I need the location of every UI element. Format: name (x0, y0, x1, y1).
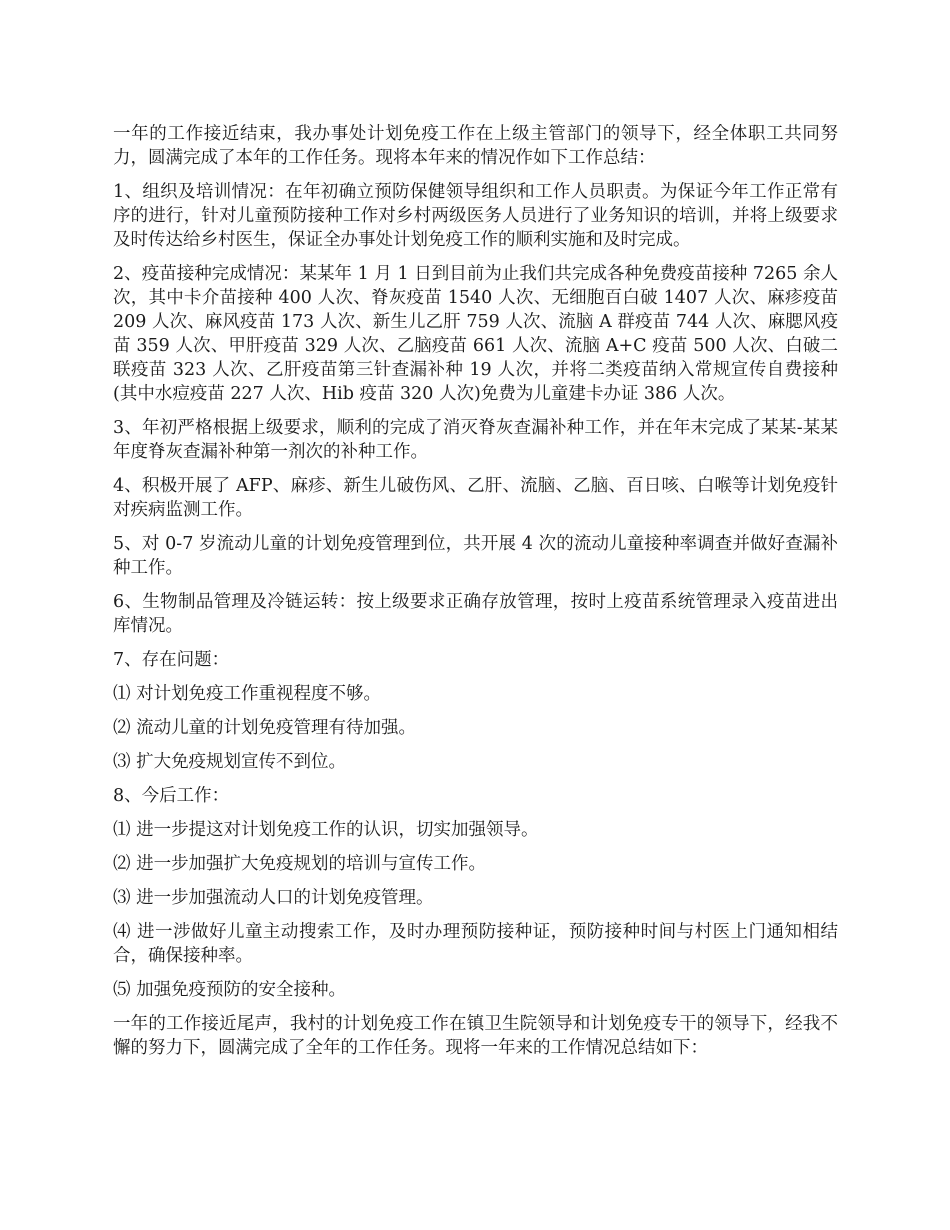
section-7-heading: 7、存在问题： (113, 650, 230, 670)
section-8-heading: 8、今后工作： (113, 786, 230, 806)
future-item-5: ⑸ 加强免疫预防的安全接种。 (113, 980, 347, 1000)
future-item-2: ⑵ 进一步加强扩大免疫规划的培训与宣传工作。 (113, 854, 487, 874)
future-item-1: ⑴ 进一步提这对计划免疫工作的认识，切实加强领导。 (113, 820, 539, 840)
intro-paragraph: 一年的工作接近结束，我办事处计划免疫工作在上级主管部门的领导下，经全体职工共同努力，圆满完成了本年的工作任务。现将本年来的情况作如下工作总结： (113, 124, 838, 168)
section-3-polio-catch-up: 3、年初严格根据上级要求，顺利的完成了消灭脊灰查漏补种工作，并在年末完成了某某-某某年度脊灰查漏补种第一剂次的补种工作。 (113, 418, 838, 462)
section-2-vaccination-completion: 2、疫苗接种完成情况：某某年 1 月 1 日到目前为止我们共完成各种免费疫苗接种 7265 余人次，其中卡介苗接种 400 人次、脊灰疫苗 1540 人次、无细胞百白破 1407 人次、麻疹疫苗 209 人次、麻风疫苗 173 人次、新生儿乙肝 759 人次、流脑 A 群疫苗 744 人次、麻腮风疫苗 359 人次、甲肝疫苗 329 人次、乙脑疫苗 661 人次、流脑 A+C 疫苗 500 人次、白破二联疫苗 323 人次、乙肝疫苗第三针查漏补种 19 人次，并将二类疫苗纳入常规宣传自费接种(其中水痘疫苗 227 人次、Hib 疫苗 320 人次)免费为儿童建卡办证 386 人次。 (113, 264, 838, 404)
future-item-4: ⑷ 进一涉做好儿童主动搜索工作，及时办理预防接种证，预防接种时间与村医上门通知相结合，确保接种率。 (113, 922, 838, 966)
section-4-disease-surveillance: 4、积极开展了 AFP、麻疹、新生儿破伤风、乙肝、流脑、乙脑、百日咳、白喉等计划免疫针对疾病监测工作。 (113, 476, 838, 520)
section-1-organization-training: 1、组织及培训情况：在年初确立预防保健领导组织和工作人员职责。为保证今年工作正常有序的进行，针对儿童预防接种工作对乡村两级医务人员进行了业务知识的培训，并将上级要求及时传达给乡村医生，保证全办事处计划免疫工作的顺利实施和及时完成。 (113, 182, 838, 250)
problem-item-1: ⑴ 对计划免疫工作重视程度不够。 (113, 684, 382, 704)
section-5-mobile-children: 5、对 0-7 岁流动儿童的计划免疫管理到位，共开展 4 次的流动儿童接种率调查并做好查漏补种工作。 (113, 534, 838, 578)
future-item-3: ⑶ 进一步加强流动人口的计划免疫管理。 (113, 888, 434, 908)
section-6-biologics-cold-chain: 6、生物制品管理及冷链运转：按上级要求正确存放管理，按时上疫苗系统管理录入疫苗进出库情况。 (113, 592, 838, 636)
problem-item-2: ⑵ 流动儿童的计划免疫管理有待加强。 (113, 718, 417, 738)
document-body (113, 122, 838, 1070)
closing-paragraph: 一年的工作接近尾声，我村的计划免疫工作在镇卫生院领导和计划免疫专干的领导下，经我不懈的努力下，圆满完成了全年的工作任务。现将一年来的工作情况总结如下： (113, 1014, 838, 1058)
problem-item-3: ⑶ 扩大免疫规划宣传不到位。 (113, 752, 347, 772)
